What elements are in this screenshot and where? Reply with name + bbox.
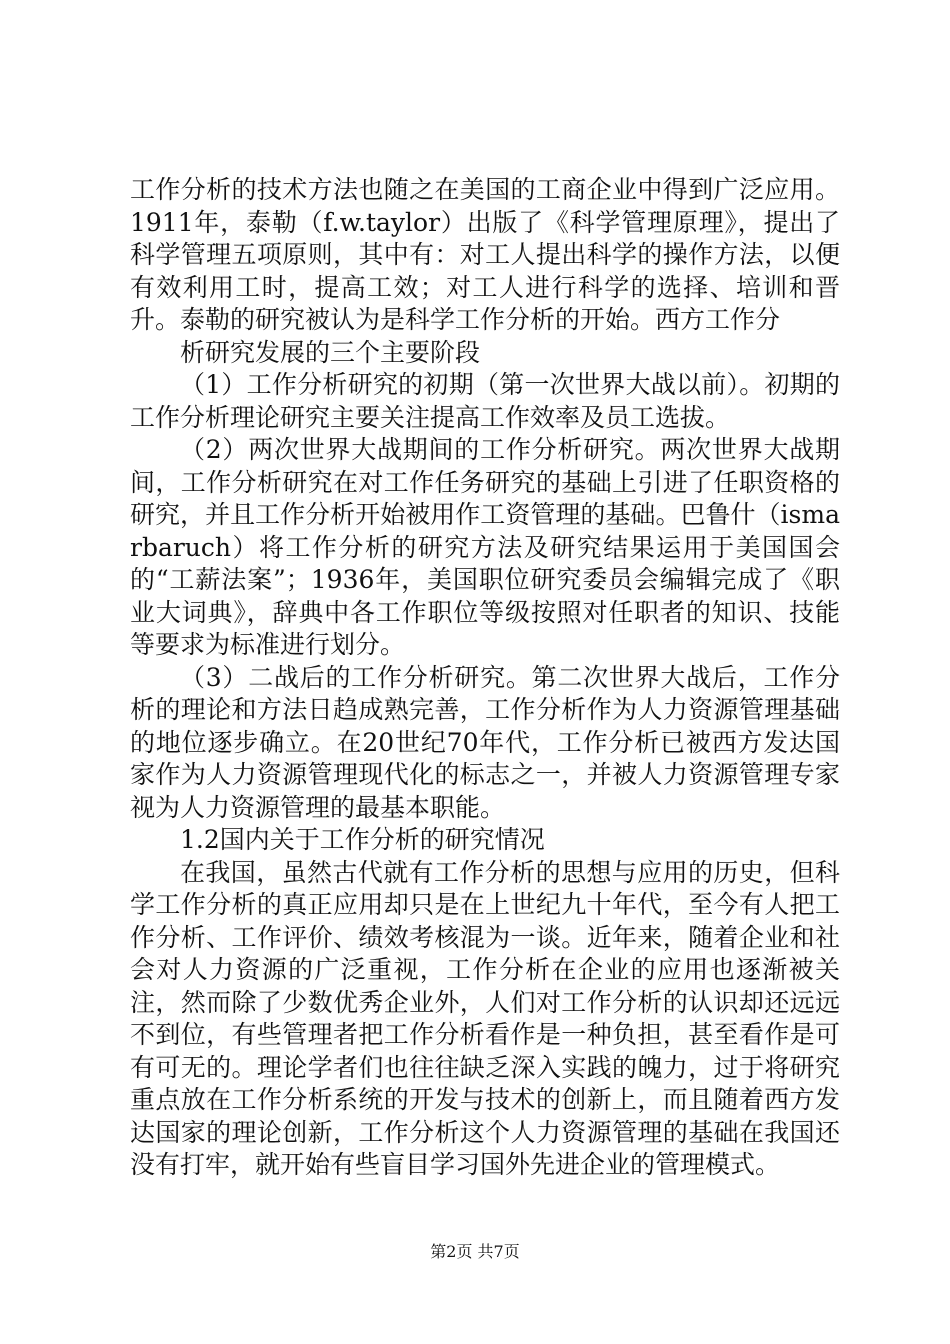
paragraph-stage-3: （3）二战后的工作分析研究。第二次世界大战后，工作分析的理论和方法日趋成熟完善，工作分析作为人力资源管理基础的地位逐步确立。在20世纪70年代，工作分析已被西方发达国家作为人力资源管理现代化的标志之一，并被人力资源管理专家视为人力资源管理的最基本职能。 xyxy=(130,662,840,822)
paragraph-stage-1: （1）工作分析研究的初期（第一次世界大战以前）。初期的工作分析理论研究主要关注提高工作效率及员工选拔。 xyxy=(130,370,840,432)
page-number-footer: 第2页 共7页 xyxy=(430,1242,520,1261)
paragraph-intro: 工作分析的技术方法也随之在美国的工商企业中得到广泛应用。1911年，泰勒（f.w.taylor）出版了《科学管理原理》，提出了科学管理五项原则，其中有：对工人提出科学的操作方法，以便有效利用工时，提高工效；对工人进行科学的选择、培训和晋升。泰勒的研究被认为是科学工作分析的开始。西方工作分 xyxy=(130,175,840,334)
paragraph-stages-heading: 析研究发展的三个主要阶段 xyxy=(180,337,481,367)
paragraph-stage-2: （2）两次世界大战期间的工作分析研究。两次世界大战期间，工作分析研究在对工作任务研究的基础上引进了任职资格的研究，并且工作分析开始被用作工资管理的基础。巴鲁什（ismarbaruch）将工作分析的研究方法及研究结果运用于美国国会的“工薪法案”；1936年，美国职位研究委员会编辑完成了《职业大词典》，辞典中各工作职位等级按照对任职者的知识、技能等要求为标准进行划分。 xyxy=(130,435,840,659)
document-body xyxy=(130,174,840,1182)
section-heading-domestic-research: 1.2国内关于工作分析的研究情况 xyxy=(180,825,545,854)
paragraph-domestic-research: 在我国，虽然古代就有工作分析的思想与应用的历史，但科学工作分析的真正应用却只是在上世纪九十年代，至今有人把工作分析、工作评价、绩效考核混为一谈。近年来，随着企业和社会对人力资源的广泛重视，工作分析在企业的应用也逐渐被关注，然而除了少数优秀企业外，人们对工作分析的认识却还远远不到位，有些管理者把工作分析看作是一种负担，甚至看作是可有可无的。理论学者们也往往缺乏深入实践的魄力，过于将研究重点放在工作分析系统的开发与技术的创新上，而且随着西方发达国家的理论创新，工作分析这个人力资源管理的基础在我国还没有打牢，就开始有些盲目学习国外先进企业的管理模式。 xyxy=(130,857,840,1179)
